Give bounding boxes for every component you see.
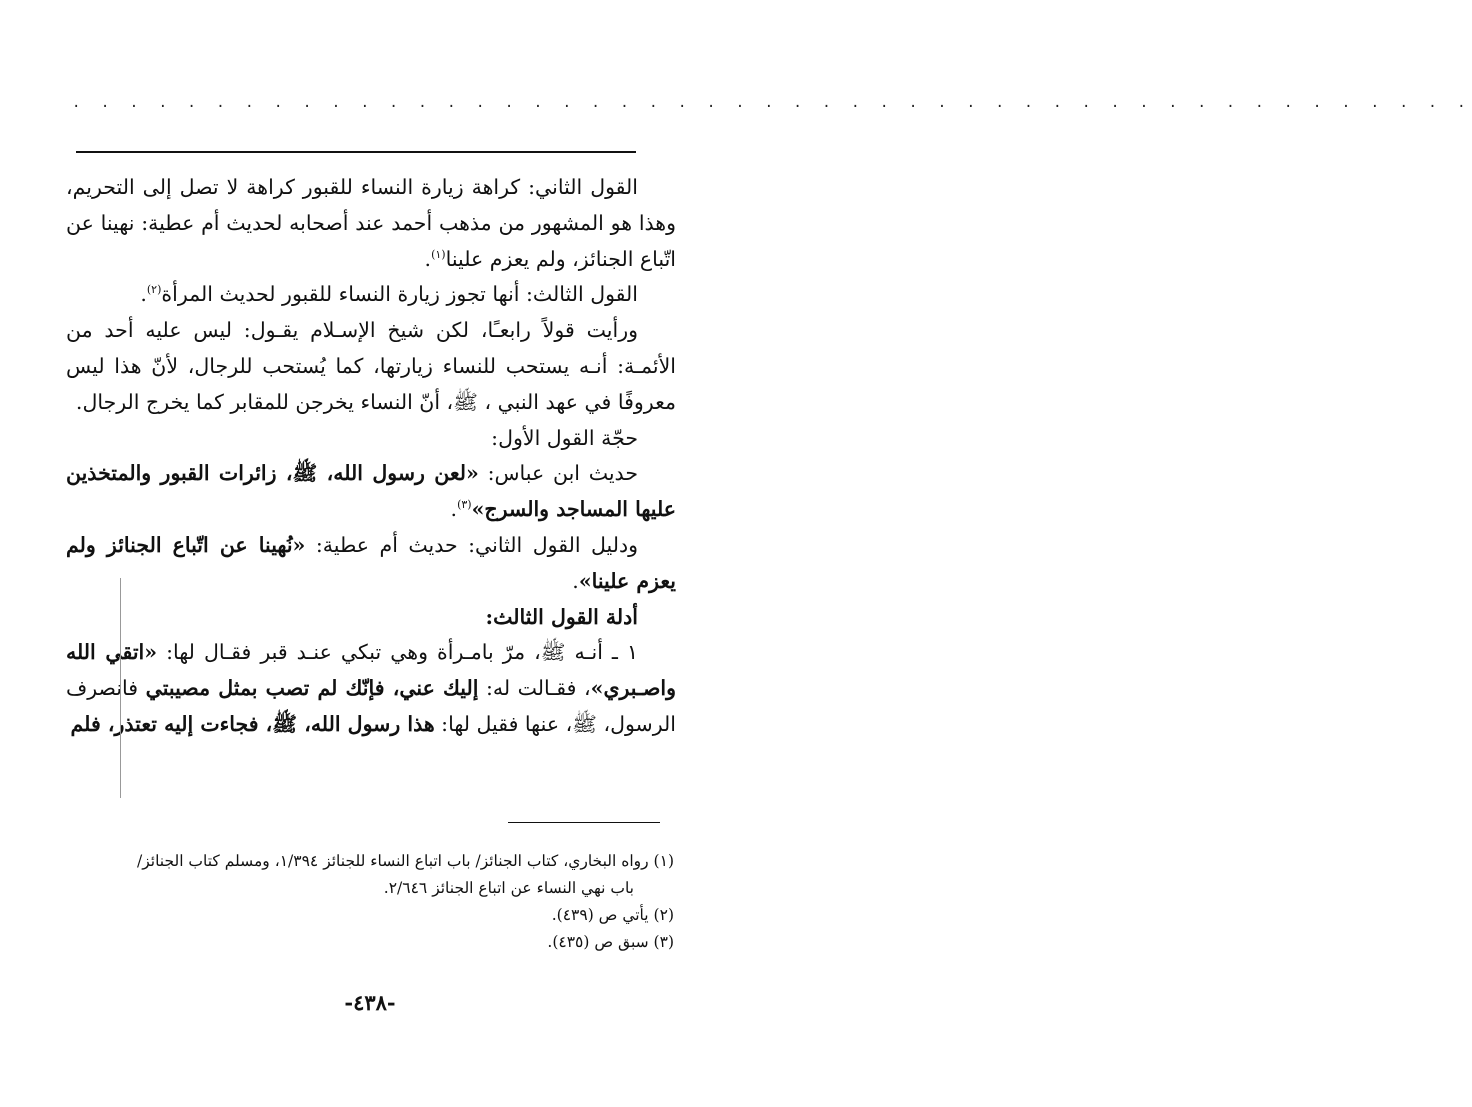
footnote-ref-3[interactable]: (٣) [457,498,472,512]
paragraph-ibn-abbas-hadith: حديث ابن عباس: «لعن رسول الله، ﷺ، زائرات القبور والمتخذين عليها المساجد والسرج»$^{(٣)}$. [66,461,676,522]
paragraph-evidence-1: ١ ـ أنـه ﷺ، مرّ بامـرأة وهي تبكي عنـد قبر فقـال لها: «اتقي الله واصـبري»، فقـالت له: إليك عني، فإنّك لم تصب بمثل مصيبتي فانصرف الرسول، ﷺ، عنها فقيل لها: هذا رسول الله، ﷺ، فجاءت إليه تعتذر، فلم [66,640,677,736]
heading-first-evidence: حجّة القول الأول: [491,425,638,450]
heading-third-evidence: أدلة القول الثالث: [485,604,638,629]
main-text [66,170,676,743]
footnote-1-continued: باب نهي النساء عن اتباع الجنائز ٢/٦٤٦. [383,879,634,897]
footnote-1: (١) رواه البخاري، كتاب الجنائز/ باب اتباع النساء للجنائز ١/٣٩٤، ومسلم كتاب الجنائز/ [136,852,674,870]
footnote-ref-2[interactable]: (٢) [146,283,162,297]
hadith-quote: «اتقي الله واصـبري» [66,640,677,701]
paragraph-second-opinion: القول الثاني: كراهة زيارة النساء للقبور كراهة لا تصل إلى التحريم، وهذا هو المشهور من مذهب أحمد عند أصحابه لحديث أم عطية: نهينا عن اتّباع الجنائز، ولم يعزم علينا$^{(١)}$. [66,175,676,271]
footnote-separator [508,822,660,823]
page-number: -٤٣٨- [344,990,396,1015]
margin-mark [120,578,121,798]
header-dotted-line: · · · · · · · · · · · · · · · · · · · · · · · · · · · · · · · · · · · · · · · · · · · · · · · · · [72,99,1472,115]
paragraph-third-opinion: القول الثالث: أنها تجوز زيارة النساء للقبور لحديث المرأة$^{(٢)}$. [140,282,638,307]
paragraph-second-evidence: ودليل القول الثاني: حديث أم عطية: «نُهينا عن اتّباع الجنائز ولم يعزم علينا». [66,532,676,593]
hadith-quote: هذا رسول الله، ﷺ، فجاءت إليه تعتذر، فلم [70,711,435,736]
footnotes [74,848,674,956]
header-rule [76,151,636,153]
footnote-2: (٢) يأتي ص (٤٣٩). [551,906,674,924]
paragraph-fourth-opinion: ورأيت قولاً رابعـًا، لكن شيخ الإسـلام يقـول: ليس عليه أحد من الأئمـة: أنـه يستحب للنساء زيارتها، كما يُستحب للرجال، لأنّ هذا ليس معروفًا في عهد النبي ، ﷺ، أنّ النساء يخرجن للمقابر كما يخرج الرجال. [66,318,676,414]
hadith-quote: إليك عني، فإنّك لم تصب بمثل مصيبتي [145,676,479,701]
hadith-quote: «لعن رسول الله، ﷺ، زائرات القبور والمتخذين عليها المساجد والسرج» [66,461,676,522]
hadith-quote: «نُهينا عن اتّباع الجنائز ولم يعزم علينا» [66,532,676,593]
footnote-ref-1[interactable]: (١) [431,247,446,261]
footnote-3: (٣) سبق ص (٤٣٥). [547,933,674,951]
